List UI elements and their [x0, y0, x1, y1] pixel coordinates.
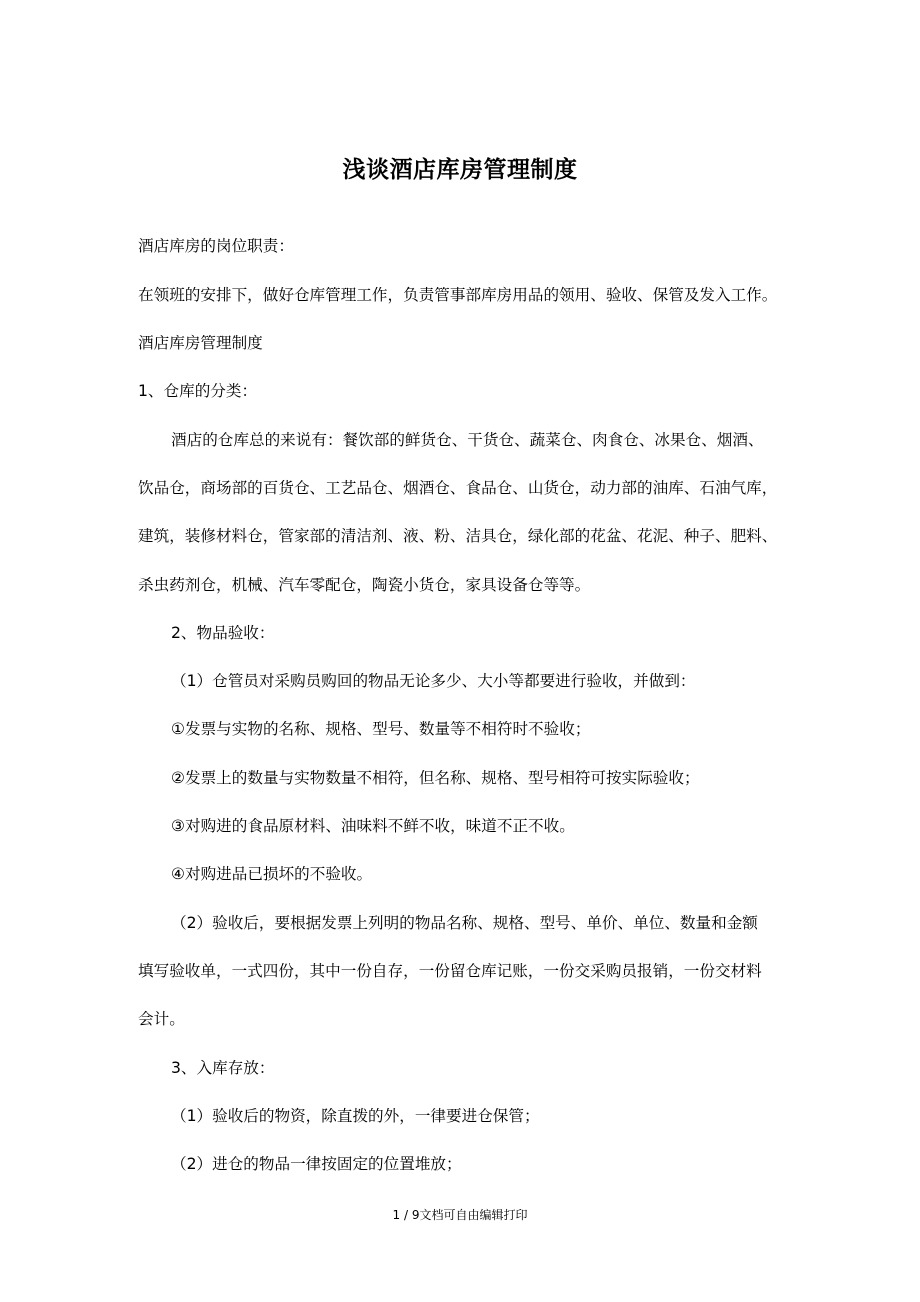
paragraph-line: 杀虫药剂仓，机械、汽车零配仓，陶瓷小货仓，家具设备仓等等。 — [138, 576, 591, 594]
paragraph-line: 建筑，装修材料仓，管家部的清洁剂、液、粉、洁具仓，绿化部的花盆、花泥、种子、肥料、 — [138, 527, 778, 545]
paragraph-line: 3、入库存放： — [171, 1059, 275, 1077]
page-footer: 1 / 9文档可自由编辑打印 — [392, 1208, 528, 1222]
paragraph-line: 1、仓库的分类： — [138, 382, 258, 400]
paragraph-line: （1）验收后的物资，除直拨的外，一律要进仓保管； — [171, 1107, 540, 1125]
paragraph-line: 酒店库房管理制度 — [138, 334, 263, 352]
paragraph-line: 在领班的安排下，做好仓库管理工作，负责管事部库房用品的领用、验收、保管及发入工作。 — [138, 286, 778, 304]
paragraph-line: 2、物品验收： — [171, 624, 275, 642]
paragraph-line: ③对购进的食品原材料、油味料不鲜不收，味道不正不收。 — [171, 817, 575, 835]
paragraph-line: （1）仓管员对采购员购回的物品无论多少、大小等都要进行验收，并做到： — [171, 672, 696, 690]
paragraph-line: 酒店的仓库总的来说有：餐饮部的鲜货仓、干货仓、蔬菜仓、肉食仓、冰果仓、烟酒、 — [171, 431, 764, 449]
paragraph-line: 填写验收单，一式四份，其中一份自存，一份留仓库记账，一份交采购员报销，一份交材料 — [138, 962, 762, 980]
paragraph-line: 会计。 — [138, 1010, 185, 1028]
document-title: 浅谈酒店库房管理制度 — [342, 157, 578, 183]
paragraph-line: ②发票上的数量与实物数量不相符，但名称、规格、型号相符可按实际验收； — [171, 769, 700, 787]
paragraph-line: ①发票与实物的名称、规格、型号、数量等不相符时不验收； — [171, 720, 591, 738]
paragraph-line: 饮品仓，商场部的百货仓、工艺品仓、烟酒仓、食品仓、山货仓，动力部的油库、石油气库， — [138, 479, 778, 497]
paragraph-line: 酒店库房的岗位职责： — [138, 237, 294, 255]
paragraph-line: ④对购进品已损坏的不验收。 — [171, 865, 373, 883]
paragraph-line: （2）验收后，要根据发票上列明的物品名称、规格、型号、单价、单位、数量和金额 — [171, 914, 758, 932]
paragraph-line: （2）进仓的物品一律按固定的位置堆放； — [171, 1155, 462, 1173]
